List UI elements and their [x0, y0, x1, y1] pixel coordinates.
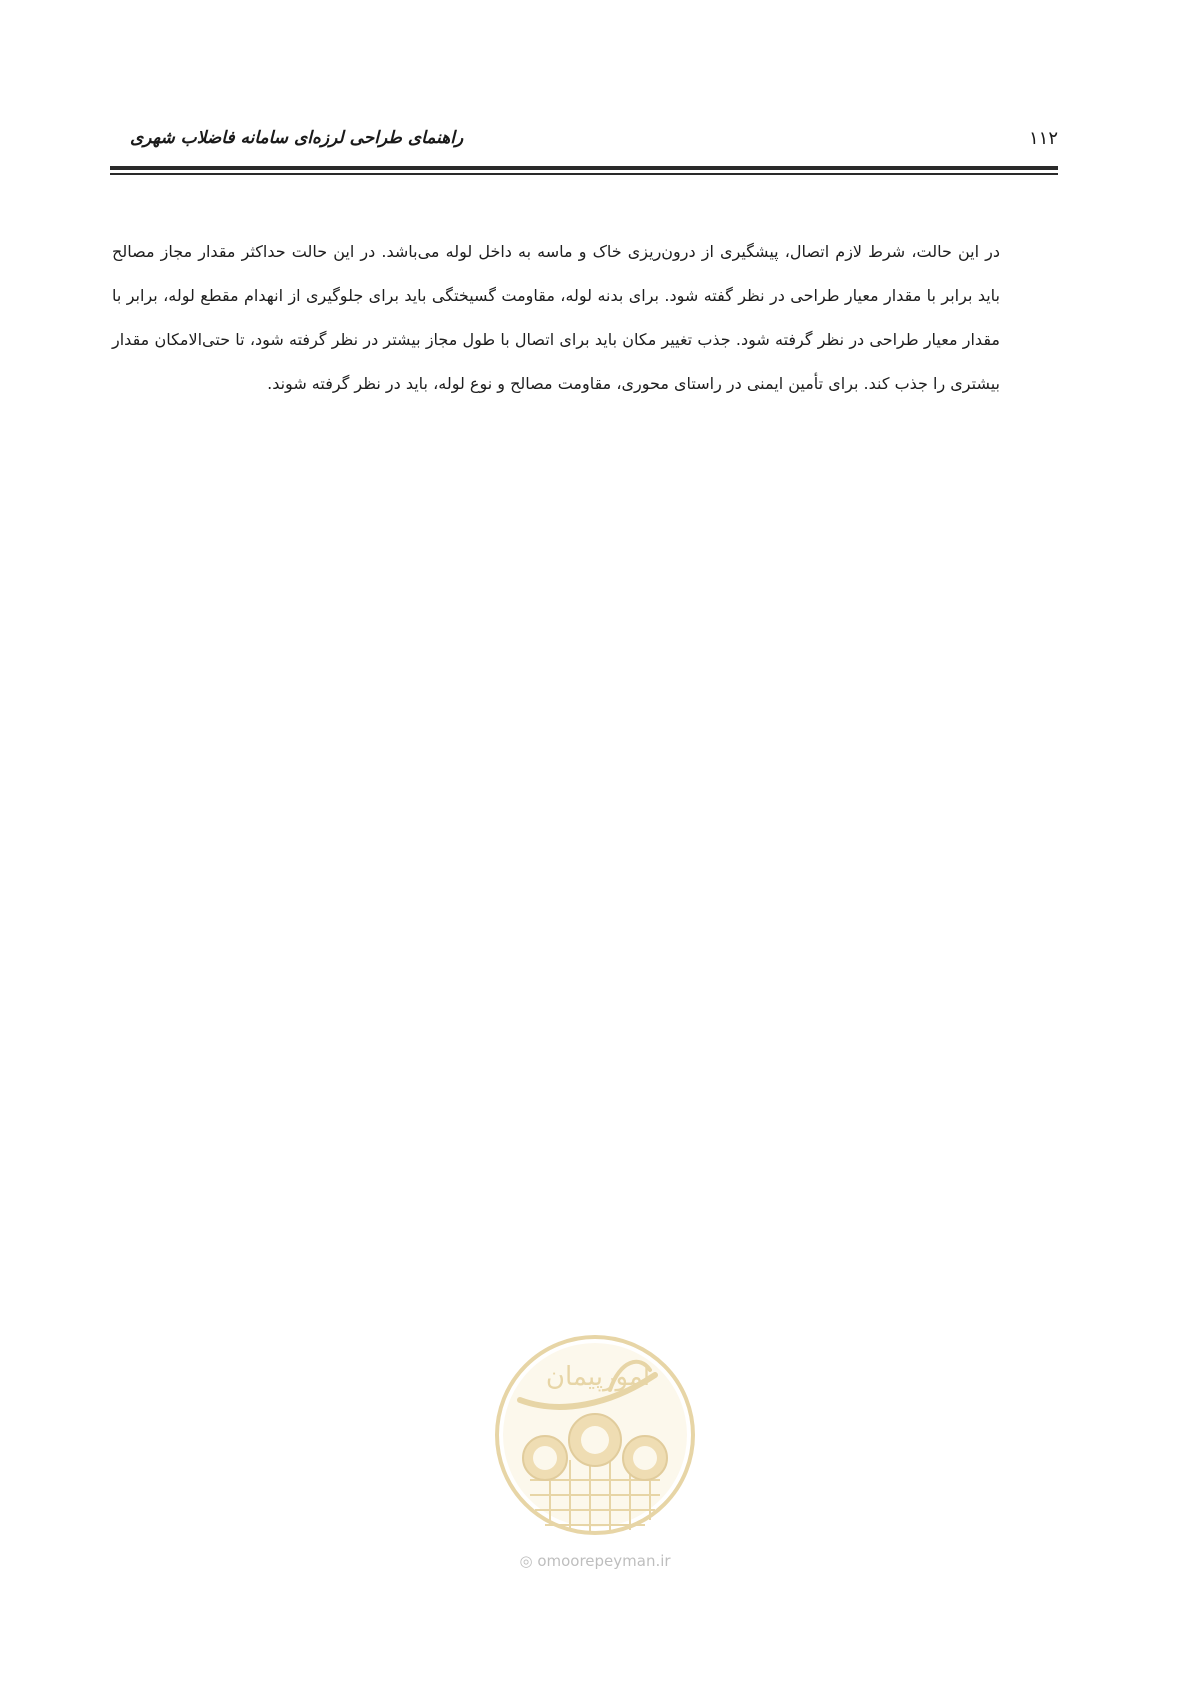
watermark-emblem-icon: [490, 1330, 700, 1550]
watermark-logo: [490, 1330, 700, 1570]
header-rule-thick: [110, 166, 1058, 170]
watermark-logo-text: امورپیمان: [545, 1362, 651, 1392]
globe-icon: ◎: [519, 1552, 533, 1570]
page-header: [110, 118, 1058, 178]
body-paragraph: در این حالت، شرط لازم اتصال، پیشگیری از درون‌ریزی خاک و ماسه به داخل لوله می‌باشد. در این حالت حداکثر مقدار مجاز مصالح باید برابر با مقدار معیار طراحی در نظر گفته شود. برای بدنه لوله، مقاومت گسیختگی باید برای جلوگیری از انهدام مقطع لوله، برابر با مقدار معیار طراحی در نظر گرفته شود. جذب تغییر مکان باید برای اتصال با طول مجاز بیشتر در نظر گرفته شود، تا حتی‌الامکان مقدار بیشتری را جذب کند. برای تأمین ایمنی در راستای محوری، مقاومت مصالح و نوع لوله، باید در نظر گرفته شوند.: [112, 242, 1000, 393]
page-number: ۱۱۲: [1028, 128, 1058, 149]
watermark-site-text: omoorepeyman.ir: [537, 1552, 671, 1570]
running-title: راهنمای طراحی لرزه‌ای سامانه فاضلاب شهری: [130, 128, 464, 148]
watermark-site: [490, 1552, 700, 1570]
header-rule-thin: [110, 173, 1058, 175]
